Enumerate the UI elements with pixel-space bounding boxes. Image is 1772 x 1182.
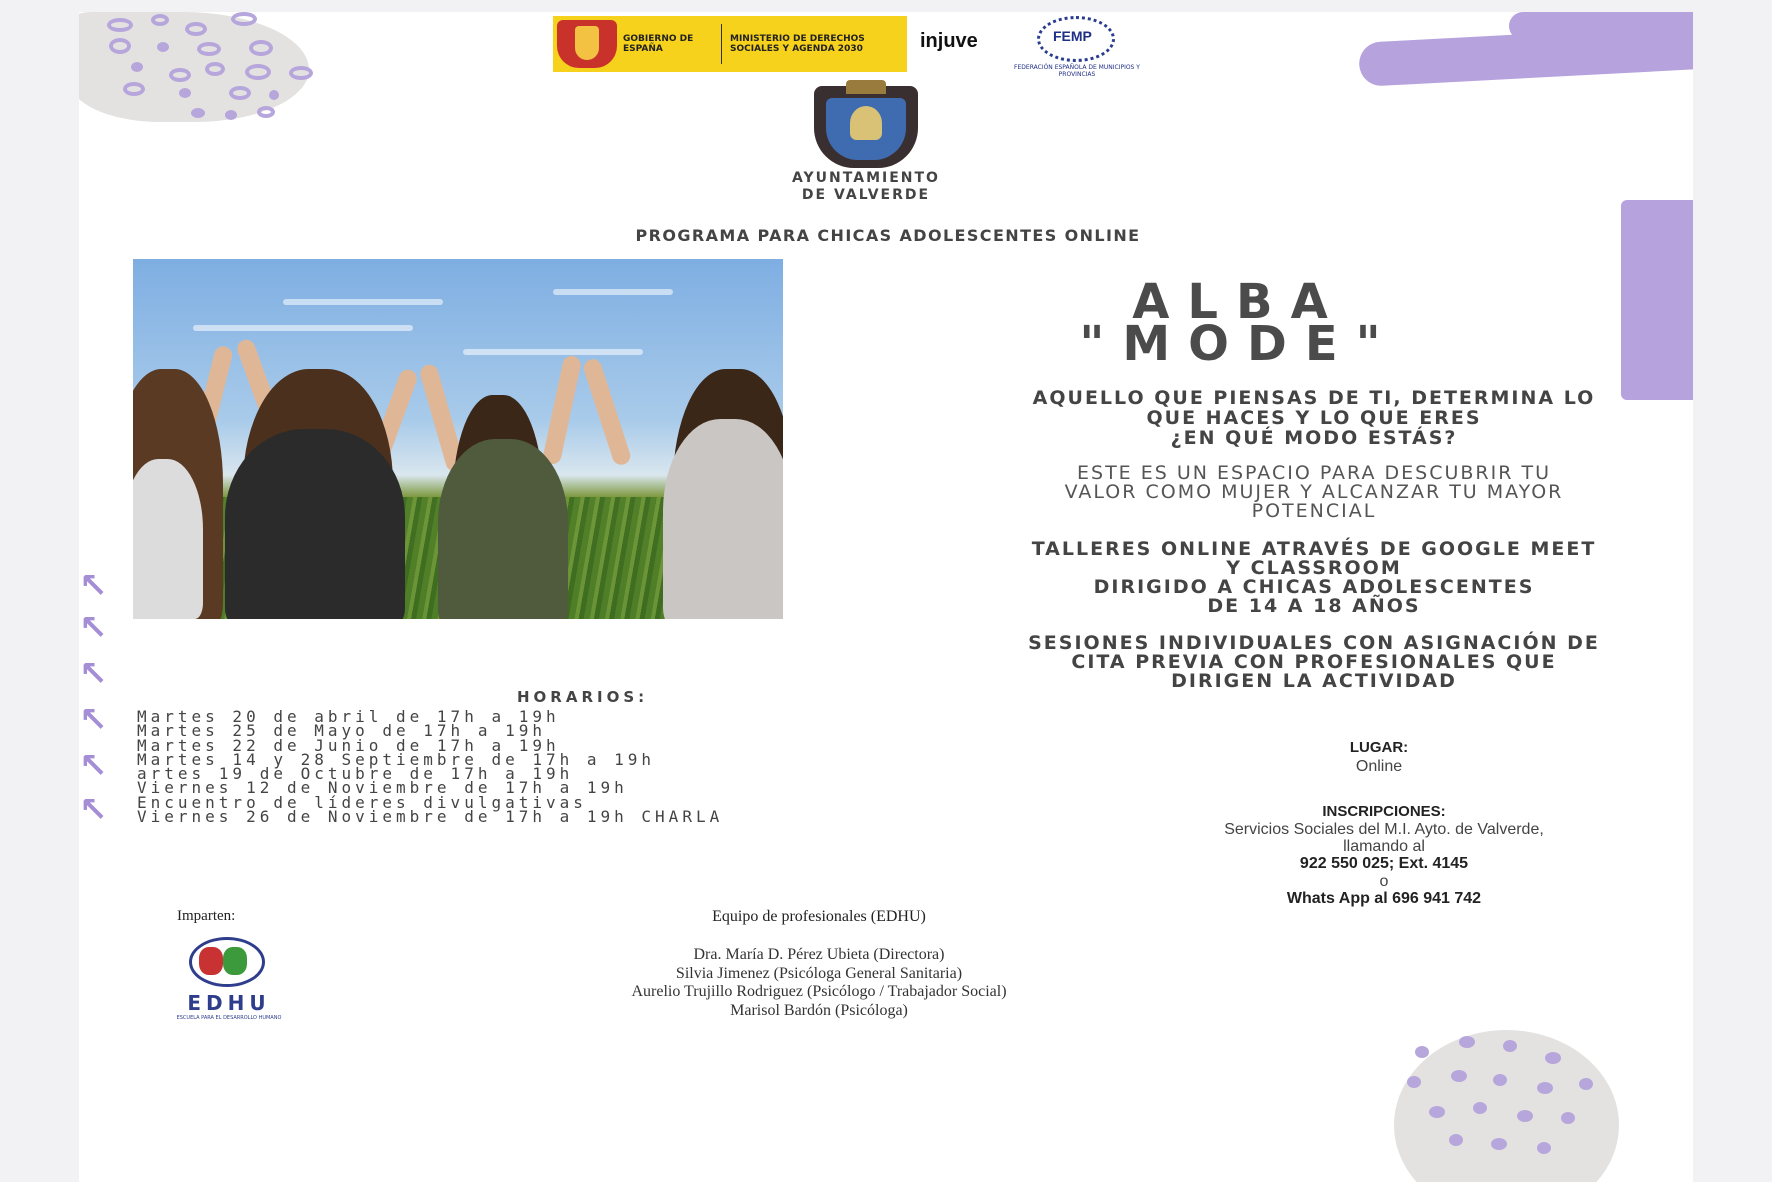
inscripciones-line: Servicios Sociales del M.I. Ayto. de Valverde, (1224, 821, 1544, 838)
decorative-dot (1451, 1070, 1467, 1082)
femp-label: FEMP (1053, 28, 1092, 44)
decorative-dot (269, 90, 279, 100)
decorative-dot (205, 62, 225, 76)
injuve-logo: injuve (920, 30, 978, 52)
decorative-dot (1415, 1046, 1429, 1058)
decorative-brush-stroke (1509, 12, 1693, 40)
sesiones-line: SESIONES INDIVIDUALES CON ASIGNACIÓN DE (1028, 632, 1600, 654)
decorative-dot (231, 12, 257, 26)
decorative-dot (1491, 1138, 1507, 1150)
program-title-alba: ALBA (1132, 274, 1346, 330)
sesiones-line: DIRIGEN LA ACTIVIDAD (1171, 670, 1457, 692)
decorative-dot (1407, 1076, 1421, 1088)
spain-coat-of-arms-icon (557, 20, 617, 68)
decorative-dot (229, 86, 251, 100)
decorative-dot (249, 40, 273, 56)
decorative-dot (1429, 1106, 1445, 1118)
decorative-dot (1473, 1102, 1487, 1114)
programa-heading: PROGRAMA PARA CHICAS ADOLESCENTES ONLINE (635, 226, 1141, 245)
horario-item: Martes 20 de abril de 17h a 19h (137, 707, 560, 726)
program-title-mode: "MODE" (1079, 316, 1399, 372)
horarios-list (137, 707, 997, 827)
talleres-line: DE 14 A 18 AÑOS (1207, 595, 1421, 617)
ayuntamiento-label (769, 170, 963, 204)
valverde-coat-of-arms-icon (814, 80, 918, 168)
ministerio-label: MINISTERIO DE DERECHOS SOCIALES Y AGENDA 2030 (730, 34, 865, 54)
decorative-dot (185, 22, 207, 36)
quote-line: QUE HACES Y LO QUE ERES (1146, 407, 1482, 429)
decorative-dot (123, 82, 145, 96)
decorative-dot (191, 108, 205, 118)
horarios-heading: HORARIOS: (517, 688, 649, 706)
sesiones-line: CITA PREVIA CON PROFESIONALES QUE (1071, 651, 1557, 673)
horario-item: Viernes 26 de Noviembre de 17h a 19h CHARLA (137, 807, 724, 827)
decorative-arrow-icon: ↖ (79, 608, 108, 648)
decorative-lilac-bar (1621, 200, 1693, 400)
logo-divider (721, 24, 722, 64)
quote-line: AQUELLO QUE PIENSAS DE TI, DETERMINA LO (1032, 387, 1596, 409)
inscripciones-phone: 922 550 025; Ext. 4145 (1299, 855, 1469, 872)
equipo-member: Dra. María D. Pérez Ubieta (Directora) (693, 946, 945, 963)
decorative-dot (1579, 1078, 1593, 1090)
espacio-line: VALOR COMO MUJER Y ALCANZAR TU MAYOR (1064, 481, 1564, 503)
decorative-dot (151, 14, 169, 26)
ayuntamiento-line: DE VALVERDE (801, 187, 931, 203)
espacio-line: POTENCIAL (1251, 500, 1377, 522)
equipo-member: Silvia Jimenez (Psicóloga General Sanitaria) (675, 964, 963, 982)
espacio-text (869, 464, 1693, 521)
decorative-dot (225, 110, 237, 120)
talleres-text (869, 540, 1693, 616)
gobierno-espana-logo (553, 16, 907, 72)
horario-item: Martes 25 de Mayo de 17h a 19h (137, 721, 546, 741)
talleres-line: TALLERES ONLINE ATRAVÉS DE GOOGLE MEET (1031, 538, 1597, 560)
espacio-line: ESTE ES UN ESPACIO PARA DESCUBRIR TU (1077, 462, 1551, 484)
inscripciones-whatsapp: Whats App al 696 941 742 (1286, 890, 1482, 907)
decorative-dot (1493, 1074, 1507, 1086)
decorative-dot (109, 38, 131, 54)
femp-logo (1009, 16, 1145, 78)
lugar-value: Online (1355, 758, 1403, 775)
decorative-dot (1537, 1142, 1551, 1154)
equipo-heading: Equipo de profesionales (EDHU) (712, 908, 926, 925)
decorative-arrow-icon: ↖ (79, 654, 108, 694)
decorative-dot (245, 64, 271, 80)
edhu-logo-subtitle: ESCUELA PARA EL DESARROLLO HUMANO (176, 1015, 282, 1021)
lugar-heading: LUGAR: (1349, 739, 1409, 756)
decorative-dot (107, 18, 133, 32)
decorative-dot (1561, 1112, 1575, 1124)
femp-subtitle: FEDERACIÓN ESPAÑOLA DE MUNICIPIOS Y PROVINCIAS (1014, 64, 1140, 78)
edhu-logo (169, 937, 289, 1027)
decorative-dot (1537, 1082, 1553, 1094)
talleres-line: DIRIGIDO A CHICAS ADOLESCENTES (1093, 576, 1535, 598)
horario-item: Encuentro de líderes divulgativas (137, 792, 587, 812)
decorative-dot (169, 68, 191, 82)
decorative-dot (257, 106, 275, 118)
horario-item: Martes 14 y 28 Septiembre de 17h a 19h (137, 749, 656, 769)
imparten-label: Imparten: (177, 908, 236, 924)
ayuntamiento-line: AYUNTAMIENTO (792, 170, 940, 186)
decorative-dot (289, 66, 313, 80)
decorative-arrow-icon: ↖ (79, 746, 108, 786)
inscripciones-line: llamando al (1343, 838, 1425, 855)
equipo-list (459, 946, 1179, 1020)
decorative-arrow-icon: ↖ (79, 566, 108, 606)
horario-item: Viernes 12 de Noviembre de 17h a 19h (137, 778, 628, 798)
decorative-arrow-icon: ↖ (79, 700, 108, 740)
inscripciones-block (1124, 803, 1644, 908)
decorative-dot (1517, 1110, 1533, 1122)
quote-line: ¿EN QUÉ MODO ESTÁS? (1170, 427, 1458, 449)
girls-in-field-photo (133, 259, 783, 619)
poster (79, 12, 1693, 1182)
decorative-dot (157, 42, 169, 52)
gobierno-label: GOBIERNO DE ESPAÑA (623, 34, 694, 54)
equipo-member: Marisol Bardón (Psicóloga) (730, 1001, 908, 1019)
decorative-dot (1545, 1052, 1561, 1064)
sesiones-text (869, 634, 1693, 691)
horario-item: artes 19 de Octubre de 17h a 19h (137, 764, 574, 784)
decorative-dot (1459, 1036, 1475, 1048)
inscripciones-or: o (1379, 873, 1389, 890)
decorative-dot (197, 42, 221, 56)
edhu-logo-text: EDHU (187, 991, 271, 1015)
decorative-dot (131, 62, 143, 72)
decorative-dot (1503, 1040, 1517, 1052)
decorative-dot (179, 88, 191, 98)
horario-item: Martes 22 de Junio de 17h a 19h (137, 735, 560, 755)
decorative-arrow-icon: ↖ (79, 790, 108, 830)
talleres-line: Y CLASSROOM (1226, 557, 1402, 579)
equipo-member: Aurelio Trujillo Rodriguez (Psicólogo / Trabajador Social) (631, 983, 1007, 1000)
inscripciones-heading: INSCRIPCIONES: (1322, 803, 1446, 820)
quote-text (869, 388, 1693, 448)
decorative-dot (1449, 1134, 1463, 1146)
